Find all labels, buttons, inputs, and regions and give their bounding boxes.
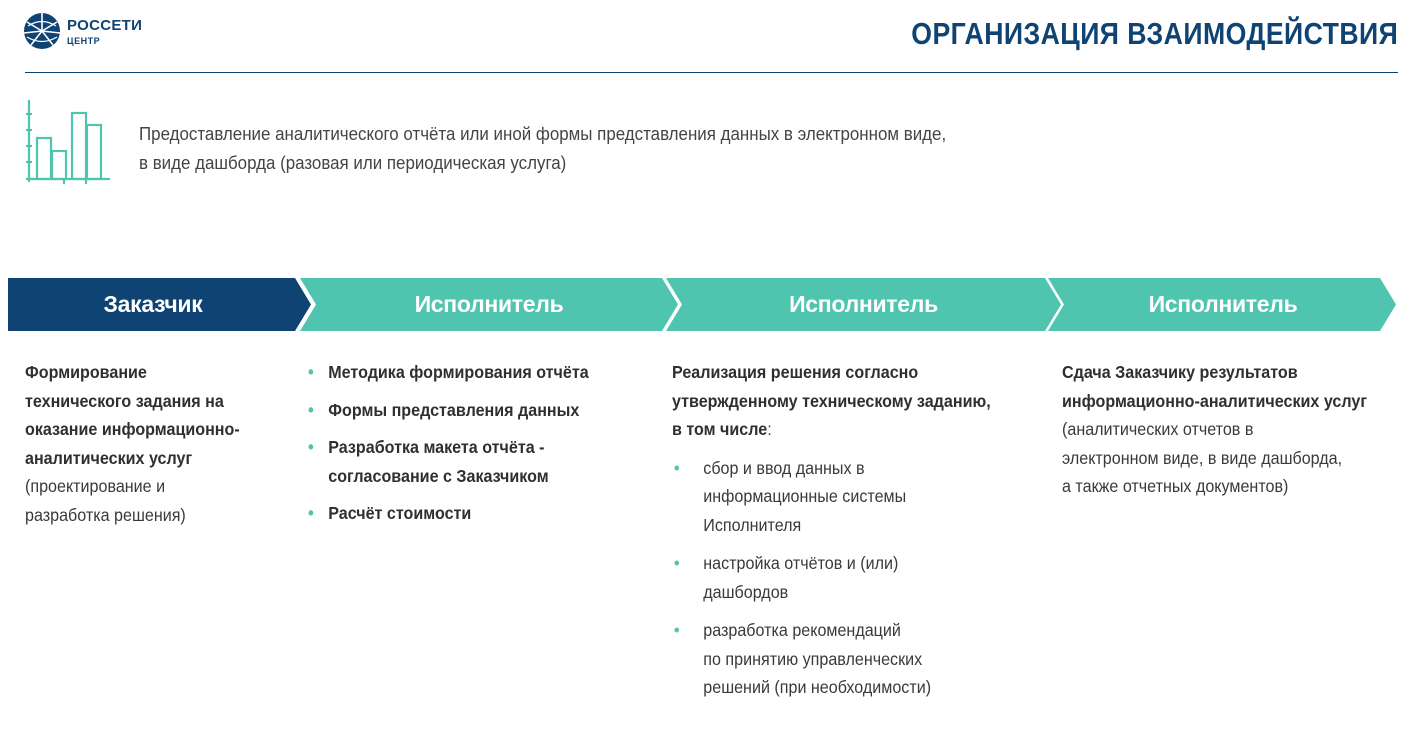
intro-line: в виде дашборда (разовая или периодическая услуга): [139, 153, 567, 173]
text-line-bold: Сдача Заказчику результатов: [1062, 362, 1298, 382]
step-label: Исполнитель: [414, 291, 564, 317]
text-line-bold: аналитических услуг: [25, 447, 193, 468]
list-item: • разработка рекомендаций по принятию управленческих решений (при необходимости): [672, 616, 991, 702]
list-item: • сбор и ввод данных в информационные системы Исполнителя: [672, 454, 991, 540]
text-line-bold: технического задания на: [25, 390, 224, 411]
list-item: • Методика формирования отчёта: [308, 358, 589, 387]
text-line-bold: информационно-аналитических услуг: [1062, 390, 1368, 411]
list-item: • Формы представления данных: [308, 396, 589, 425]
logo-subtitle: ЦЕНТР: [67, 36, 101, 46]
step-contractor-2: [666, 278, 1061, 331]
customer-description: [25, 358, 240, 529]
list-item: • настройка отчётов и (или) дашбордов: [672, 549, 991, 606]
intro-line: Предоставление аналитического отчёта или иной формы представления данных в электронном виде,: [139, 124, 947, 144]
step-contractor-3: [1048, 278, 1396, 331]
text-line: разработка решения): [25, 504, 186, 525]
page-title: ОРГАНИЗАЦИЯ ВЗАИМОДЕЙСТВИЯ: [911, 16, 1398, 51]
text-line: а также отчетных документов): [1062, 476, 1289, 496]
step-contractor-1: [300, 278, 678, 331]
intro-text: [139, 120, 1041, 178]
step-customer: [8, 278, 311, 331]
company-logo: [22, 11, 152, 51]
step-label: Исполнитель: [789, 291, 938, 317]
step-label: Заказчик: [103, 291, 203, 317]
text-line-bold: утвержденному техническому заданию,: [672, 390, 991, 411]
text-line-bold: Реализация решения согласно: [672, 362, 919, 382]
text-line-bold: в том числе:: [672, 419, 772, 439]
contractor-tasks-list: [308, 358, 589, 537]
logo-name: РОССЕТИ: [67, 17, 143, 34]
list-item: • Расчёт стоимости: [308, 499, 589, 528]
text-line-bold: оказание информационно-: [25, 419, 240, 439]
globe-logo-icon: [22, 11, 62, 51]
delivery-description: [1062, 358, 1367, 501]
text-line-bold: Формирование: [25, 362, 147, 382]
text-line: электронном виде, в виде дашборда,: [1062, 447, 1343, 468]
bar-chart-icon: [24, 98, 114, 186]
text-line: (аналитических отчетов в: [1062, 419, 1254, 439]
list-item: • Разработка макета отчёта - согласование с Заказчиком: [308, 433, 589, 490]
implementation-description: [672, 358, 991, 712]
step-label: Исполнитель: [1148, 291, 1298, 317]
text-line: (проектирование и: [25, 476, 166, 496]
header-divider: [25, 72, 1398, 73]
